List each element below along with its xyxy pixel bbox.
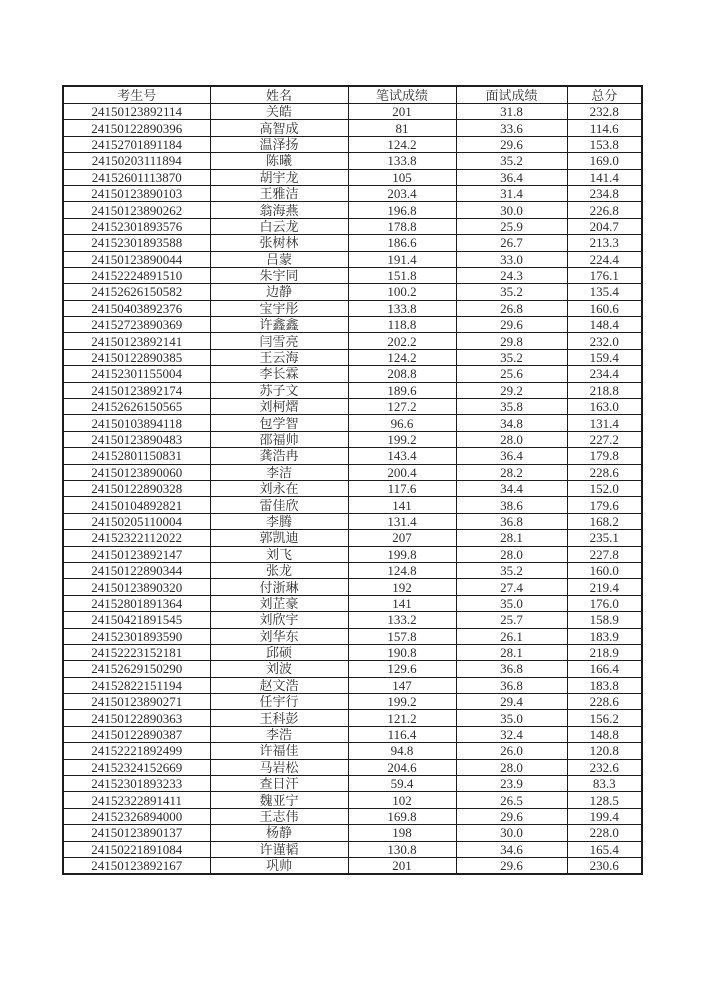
cell-candidate-id: 24150122890363 (63, 710, 210, 726)
cell-total-score: 218.9 (567, 644, 642, 660)
cell-name: 邱硕 (210, 644, 348, 660)
cell-written-score: 124.2 (348, 136, 456, 152)
cell-name: 刘柯熠 (210, 399, 348, 415)
cell-interview-score: 35.2 (456, 349, 567, 365)
cell-written-score: 105 (348, 169, 456, 185)
cell-candidate-id: 24152324152669 (63, 759, 210, 775)
cell-total-score: 224.4 (567, 251, 642, 267)
table-row (63, 612, 642, 628)
table-row (63, 284, 642, 300)
cell-written-score: 190.8 (348, 644, 456, 660)
cell-interview-score: 29.6 (456, 857, 567, 874)
cell-total-score: 169.0 (567, 153, 642, 169)
cell-name: 陈曦 (210, 153, 348, 169)
cell-candidate-id: 24152626150582 (63, 284, 210, 300)
table-row (63, 792, 642, 808)
cell-candidate-id: 24150123892167 (63, 857, 210, 874)
cell-candidate-id: 24150103894118 (63, 415, 210, 431)
table-row (63, 136, 642, 152)
cell-written-score: 117.6 (348, 480, 456, 496)
cell-candidate-id: 24150123890060 (63, 464, 210, 480)
cell-interview-score: 23.9 (456, 776, 567, 792)
cell-written-score: 204.6 (348, 759, 456, 775)
cell-name: 温泽扬 (210, 136, 348, 152)
cell-interview-score: 36.8 (456, 513, 567, 529)
cell-interview-score: 26.5 (456, 792, 567, 808)
table-row (63, 218, 642, 234)
table-row (63, 710, 642, 726)
exam-score-table (62, 85, 643, 875)
cell-candidate-id: 24150403892376 (63, 300, 210, 316)
cell-written-score: 203.4 (348, 185, 456, 201)
cell-name: 龚浩冉 (210, 448, 348, 464)
cell-total-score: 148.8 (567, 726, 642, 742)
cell-candidate-id: 24152701891184 (63, 136, 210, 152)
cell-interview-score: 36.8 (456, 661, 567, 677)
cell-written-score: 94.8 (348, 743, 456, 759)
cell-written-score: 186.6 (348, 235, 456, 251)
cell-interview-score: 38.6 (456, 497, 567, 513)
cell-written-score: 131.4 (348, 513, 456, 529)
table-row (63, 480, 642, 496)
cell-interview-score: 25.6 (456, 366, 567, 382)
cell-written-score: 141 (348, 595, 456, 611)
cell-candidate-id: 24150221891084 (63, 841, 210, 857)
cell-name: 苏子文 (210, 382, 348, 398)
cell-written-score: 81 (348, 120, 456, 136)
cell-total-score: 160.6 (567, 300, 642, 316)
table-row (63, 530, 642, 546)
cell-total-score: 158.9 (567, 612, 642, 628)
cell-written-score: 199.8 (348, 546, 456, 562)
cell-total-score: 141.4 (567, 169, 642, 185)
cell-written-score: 169.8 (348, 808, 456, 824)
cell-candidate-id: 24152629150290 (63, 661, 210, 677)
table-row (63, 415, 642, 431)
cell-written-score: 157.8 (348, 628, 456, 644)
cell-written-score: 143.4 (348, 448, 456, 464)
cell-candidate-id: 24152301893588 (63, 235, 210, 251)
cell-total-score: 152.0 (567, 480, 642, 496)
table-row (63, 300, 642, 316)
cell-total-score: 179.6 (567, 497, 642, 513)
cell-written-score: 191.4 (348, 251, 456, 267)
cell-name: 王云海 (210, 349, 348, 365)
cell-name: 翁海燕 (210, 202, 348, 218)
table-row (63, 464, 642, 480)
cell-written-score: 199.2 (348, 431, 456, 447)
cell-interview-score: 35.0 (456, 595, 567, 611)
cell-total-score: 234.8 (567, 185, 642, 201)
cell-total-score: 131.4 (567, 415, 642, 431)
cell-name: 包学智 (210, 415, 348, 431)
cell-written-score: 96.6 (348, 415, 456, 431)
table-row (63, 349, 642, 365)
cell-name: 王雅洁 (210, 185, 348, 201)
cell-total-score: 135.4 (567, 284, 642, 300)
cell-candidate-id: 24150104892821 (63, 497, 210, 513)
cell-written-score: 59.4 (348, 776, 456, 792)
table-row (63, 251, 642, 267)
cell-name: 李腾 (210, 513, 348, 529)
cell-name: 张树林 (210, 235, 348, 251)
column-header-written-score: 笔试成绩 (348, 86, 456, 104)
cell-total-score: 165.4 (567, 841, 642, 857)
table-row (63, 644, 642, 660)
cell-written-score: 199.2 (348, 694, 456, 710)
cell-total-score: 227.2 (567, 431, 642, 447)
cell-candidate-id: 24150123890137 (63, 825, 210, 841)
cell-total-score: 159.4 (567, 349, 642, 365)
table-row (63, 185, 642, 201)
cell-interview-score: 35.2 (456, 153, 567, 169)
cell-interview-score: 27.4 (456, 579, 567, 595)
table-row (63, 546, 642, 562)
cell-name: 关皓 (210, 104, 348, 120)
cell-interview-score: 33.0 (456, 251, 567, 267)
cell-total-score: 232.0 (567, 333, 642, 349)
cell-candidate-id: 24152223152181 (63, 644, 210, 660)
cell-written-score: 141 (348, 497, 456, 513)
cell-interview-score: 32.4 (456, 726, 567, 742)
cell-name: 刘芷豪 (210, 595, 348, 611)
table-row (63, 513, 642, 529)
cell-interview-score: 36.4 (456, 448, 567, 464)
cell-interview-score: 34.8 (456, 415, 567, 431)
cell-candidate-id: 24152326894000 (63, 808, 210, 824)
table-row (63, 579, 642, 595)
cell-candidate-id: 24150123890271 (63, 694, 210, 710)
cell-candidate-id: 24152601113870 (63, 169, 210, 185)
cell-total-score: 153.8 (567, 136, 642, 152)
cell-total-score: 226.8 (567, 202, 642, 218)
table-row (63, 808, 642, 824)
cell-total-score: 227.8 (567, 546, 642, 562)
cell-candidate-id: 24150123890103 (63, 185, 210, 201)
cell-interview-score: 35.8 (456, 399, 567, 415)
cell-candidate-id: 24150123890044 (63, 251, 210, 267)
cell-written-score: 133.2 (348, 612, 456, 628)
cell-interview-score: 28.1 (456, 644, 567, 660)
cell-interview-score: 29.6 (456, 317, 567, 333)
cell-interview-score: 26.1 (456, 628, 567, 644)
cell-total-score: 148.4 (567, 317, 642, 333)
cell-written-score: 133.8 (348, 153, 456, 169)
cell-name: 李长霖 (210, 366, 348, 382)
cell-total-score: 156.2 (567, 710, 642, 726)
table-row (63, 235, 642, 251)
cell-candidate-id: 24150123892141 (63, 333, 210, 349)
cell-total-score: 114.6 (567, 120, 642, 136)
column-header-candidate-id: 考生号 (63, 86, 210, 104)
cell-written-score: 100.2 (348, 284, 456, 300)
cell-interview-score: 31.4 (456, 185, 567, 201)
cell-total-score: 176.1 (567, 267, 642, 283)
cell-name: 胡宇龙 (210, 169, 348, 185)
cell-name: 宝宇彤 (210, 300, 348, 316)
cell-written-score: 201 (348, 104, 456, 120)
cell-written-score: 178.8 (348, 218, 456, 234)
cell-interview-score: 36.4 (456, 169, 567, 185)
cell-candidate-id: 24150123890320 (63, 579, 210, 595)
cell-name: 王科彭 (210, 710, 348, 726)
cell-candidate-id: 24152301893576 (63, 218, 210, 234)
cell-candidate-id: 24150123892174 (63, 382, 210, 398)
cell-candidate-id: 24150123890262 (63, 202, 210, 218)
table-row (63, 202, 642, 218)
cell-candidate-id: 24152822151194 (63, 677, 210, 693)
cell-name: 许鑫鑫 (210, 317, 348, 333)
cell-name: 雷佳欣 (210, 497, 348, 513)
table-row (63, 628, 642, 644)
cell-candidate-id: 24152221892499 (63, 743, 210, 759)
cell-candidate-id: 24150122890385 (63, 349, 210, 365)
cell-total-score: 230.6 (567, 857, 642, 874)
table-row (63, 694, 642, 710)
table-row (63, 825, 642, 841)
table-row (63, 677, 642, 693)
table-row (63, 726, 642, 742)
table-row (63, 333, 642, 349)
cell-name: 吕蒙 (210, 251, 348, 267)
cell-written-score: 118.8 (348, 317, 456, 333)
cell-interview-score: 35.0 (456, 710, 567, 726)
cell-name: 郭凯迪 (210, 530, 348, 546)
cell-candidate-id: 24152322112022 (63, 530, 210, 546)
cell-written-score: 147 (348, 677, 456, 693)
cell-total-score: 228.0 (567, 825, 642, 841)
cell-total-score: 183.9 (567, 628, 642, 644)
cell-interview-score: 25.9 (456, 218, 567, 234)
cell-interview-score: 26.0 (456, 743, 567, 759)
cell-interview-score: 33.6 (456, 120, 567, 136)
cell-total-score: 160.0 (567, 562, 642, 578)
cell-candidate-id: 24150123890483 (63, 431, 210, 447)
cell-name: 查日汗 (210, 776, 348, 792)
cell-name: 高智成 (210, 120, 348, 136)
cell-total-score: 232.8 (567, 104, 642, 120)
cell-name: 杨静 (210, 825, 348, 841)
table-row (63, 267, 642, 283)
column-header-total-score: 总分 (567, 86, 642, 104)
cell-interview-score: 30.0 (456, 825, 567, 841)
cell-written-score: 127.2 (348, 399, 456, 415)
cell-interview-score: 35.2 (456, 562, 567, 578)
cell-total-score: 235.1 (567, 530, 642, 546)
cell-written-score: 121.2 (348, 710, 456, 726)
table-row (63, 104, 642, 120)
cell-name: 李洁 (210, 464, 348, 480)
cell-interview-score: 31.8 (456, 104, 567, 120)
cell-total-score: 228.6 (567, 694, 642, 710)
table-row (63, 366, 642, 382)
cell-name: 白云龙 (210, 218, 348, 234)
header-row (63, 86, 642, 104)
cell-interview-score: 26.8 (456, 300, 567, 316)
cell-name: 马岩松 (210, 759, 348, 775)
table-row (63, 317, 642, 333)
cell-candidate-id: 24152301893590 (63, 628, 210, 644)
cell-total-score: 120.8 (567, 743, 642, 759)
cell-name: 刘飞 (210, 546, 348, 562)
cell-candidate-id: 24150122890387 (63, 726, 210, 742)
table-row (63, 169, 642, 185)
cell-total-score: 234.4 (567, 366, 642, 382)
table-row (63, 595, 642, 611)
cell-interview-score: 28.0 (456, 546, 567, 562)
cell-name: 刘华东 (210, 628, 348, 644)
cell-written-score: 116.4 (348, 726, 456, 742)
cell-candidate-id: 24152801891364 (63, 595, 210, 611)
cell-interview-score: 28.0 (456, 431, 567, 447)
cell-name: 任宇行 (210, 694, 348, 710)
cell-written-score: 102 (348, 792, 456, 808)
cell-total-score: 168.2 (567, 513, 642, 529)
cell-interview-score: 30.0 (456, 202, 567, 218)
cell-name: 付浙琳 (210, 579, 348, 595)
cell-candidate-id: 24150123892147 (63, 546, 210, 562)
cell-name: 许谨韬 (210, 841, 348, 857)
cell-total-score: 128.5 (567, 792, 642, 808)
cell-name: 边静 (210, 284, 348, 300)
cell-written-score: 202.2 (348, 333, 456, 349)
cell-name: 张龙 (210, 562, 348, 578)
table-row (63, 448, 642, 464)
cell-written-score: 192 (348, 579, 456, 595)
table-row (63, 562, 642, 578)
cell-total-score: 218.8 (567, 382, 642, 398)
cell-total-score: 232.6 (567, 759, 642, 775)
cell-interview-score: 29.6 (456, 136, 567, 152)
cell-total-score: 176.0 (567, 595, 642, 611)
cell-interview-score: 35.2 (456, 284, 567, 300)
cell-interview-score: 29.2 (456, 382, 567, 398)
cell-name: 王志伟 (210, 808, 348, 824)
cell-written-score: 124.8 (348, 562, 456, 578)
cell-name: 许福佳 (210, 743, 348, 759)
cell-written-score: 151.8 (348, 267, 456, 283)
table-row (63, 399, 642, 415)
cell-name: 刘欣宇 (210, 612, 348, 628)
cell-name: 李浩 (210, 726, 348, 742)
cell-name: 朱宇同 (210, 267, 348, 283)
table-row (63, 759, 642, 775)
cell-interview-score: 29.4 (456, 694, 567, 710)
cell-interview-score: 24.3 (456, 267, 567, 283)
cell-total-score: 228.6 (567, 464, 642, 480)
table-row (63, 776, 642, 792)
cell-candidate-id: 24152801150831 (63, 448, 210, 464)
cell-total-score: 204.7 (567, 218, 642, 234)
cell-total-score: 213.3 (567, 235, 642, 251)
cell-name: 刘永在 (210, 480, 348, 496)
table-row (63, 382, 642, 398)
cell-written-score: 200.4 (348, 464, 456, 480)
cell-candidate-id: 24152224891510 (63, 267, 210, 283)
table-row (63, 497, 642, 513)
cell-written-score: 129.6 (348, 661, 456, 677)
cell-total-score: 183.8 (567, 677, 642, 693)
cell-name: 闫雪亮 (210, 333, 348, 349)
cell-written-score: 207 (348, 530, 456, 546)
cell-candidate-id: 24150122890396 (63, 120, 210, 136)
cell-interview-score: 29.8 (456, 333, 567, 349)
table-row (63, 743, 642, 759)
column-header-interview-score: 面试成绩 (456, 86, 567, 104)
cell-written-score: 208.8 (348, 366, 456, 382)
cell-interview-score: 28.0 (456, 759, 567, 775)
cell-total-score: 83.3 (567, 776, 642, 792)
cell-candidate-id: 24150205110004 (63, 513, 210, 529)
cell-interview-score: 34.4 (456, 480, 567, 496)
cell-total-score: 163.0 (567, 399, 642, 415)
cell-written-score: 198 (348, 825, 456, 841)
cell-candidate-id: 24150421891545 (63, 612, 210, 628)
table-row (63, 857, 642, 874)
cell-candidate-id: 24150123892114 (63, 104, 210, 120)
cell-interview-score: 28.2 (456, 464, 567, 480)
cell-interview-score: 29.6 (456, 808, 567, 824)
cell-total-score: 219.4 (567, 579, 642, 595)
cell-interview-score: 26.7 (456, 235, 567, 251)
table-row (63, 661, 642, 677)
cell-written-score: 196.8 (348, 202, 456, 218)
cell-interview-score: 28.1 (456, 530, 567, 546)
cell-interview-score: 34.6 (456, 841, 567, 857)
cell-interview-score: 25.7 (456, 612, 567, 628)
table-row (63, 153, 642, 169)
cell-candidate-id: 24152626150565 (63, 399, 210, 415)
cell-candidate-id: 24152301155004 (63, 366, 210, 382)
cell-written-score: 133.8 (348, 300, 456, 316)
cell-candidate-id: 24152723890369 (63, 317, 210, 333)
table-row (63, 431, 642, 447)
cell-candidate-id: 24150122890328 (63, 480, 210, 496)
cell-written-score: 124.2 (348, 349, 456, 365)
cell-written-score: 201 (348, 857, 456, 874)
cell-candidate-id: 24150203111894 (63, 153, 210, 169)
column-header-name: 姓名 (210, 86, 348, 104)
cell-candidate-id: 24150122890344 (63, 562, 210, 578)
cell-name: 刘波 (210, 661, 348, 677)
cell-name: 邵福帅 (210, 431, 348, 447)
cell-interview-score: 36.8 (456, 677, 567, 693)
cell-total-score: 179.8 (567, 448, 642, 464)
cell-name: 巩帅 (210, 857, 348, 874)
cell-candidate-id: 24152301893233 (63, 776, 210, 792)
cell-written-score: 130.8 (348, 841, 456, 857)
table-row (63, 841, 642, 857)
cell-total-score: 199.4 (567, 808, 642, 824)
cell-candidate-id: 24152322891411 (63, 792, 210, 808)
cell-name: 魏亚宁 (210, 792, 348, 808)
cell-name: 赵文浩 (210, 677, 348, 693)
cell-total-score: 166.4 (567, 661, 642, 677)
cell-written-score: 189.6 (348, 382, 456, 398)
table-row (63, 120, 642, 136)
